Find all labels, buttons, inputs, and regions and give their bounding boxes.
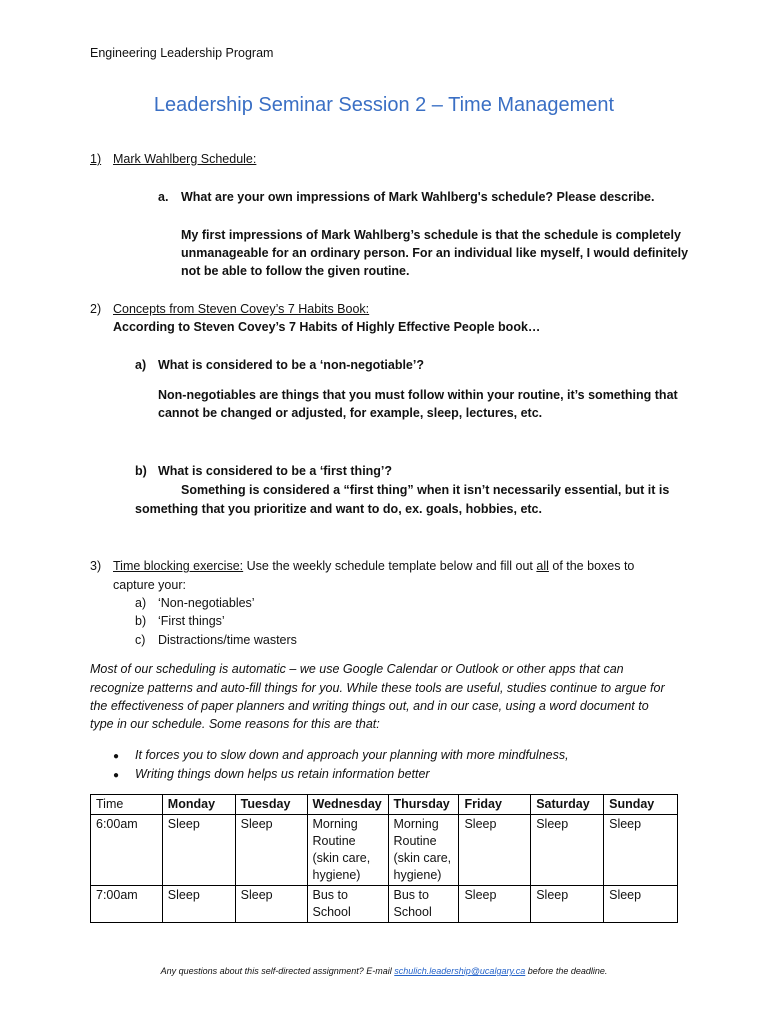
table-cell: Sleep xyxy=(162,886,235,923)
question-label: b) xyxy=(135,464,147,478)
bullet-item xyxy=(113,748,569,762)
section-title: Mark Wahlberg Schedule: xyxy=(113,152,257,166)
table-cell: Sleep xyxy=(235,815,307,886)
table-cell: 7:00am xyxy=(91,886,163,923)
question-text: What is considered to be a ‘non-negotiable’? xyxy=(158,358,424,372)
table-cell: Sleep xyxy=(459,886,531,923)
bullet-text: Writing things down helps us retain information better xyxy=(135,767,430,781)
answer-2b-line-2: something that you prioritize and want to do, ex. goals, hobbies, etc. xyxy=(135,502,542,516)
table-header-row xyxy=(91,795,678,815)
column-header-wednesday: Wednesday xyxy=(307,795,388,815)
answer-2a-line-1: Non-negotiables are things that you must follow within your routine, it’s something that xyxy=(158,388,678,402)
section-1-heading xyxy=(90,152,256,166)
footer-text: Any questions about this self-directed assignment? E-mail xyxy=(160,966,395,976)
section-2-intro: According to Steven Covey’s 7 Habits of Highly Effective People book… xyxy=(113,320,541,334)
table-cell: Bus to School xyxy=(307,886,388,923)
list-label: b) xyxy=(135,614,147,628)
answer-1a-line-3: not be able to follow the given routine. xyxy=(181,264,410,278)
list-text: Distractions/time wasters xyxy=(158,633,297,647)
paragraph-line: recognize patterns and auto-fill things for you. While these tools are useful, studies continue to argue for xyxy=(90,681,665,695)
table-row xyxy=(91,815,678,886)
question-2a xyxy=(135,358,424,372)
question-label: a) xyxy=(135,358,147,372)
emphasis-all: all xyxy=(536,559,549,573)
table-cell: Sleep xyxy=(162,815,235,886)
column-header-time: Time xyxy=(91,795,163,815)
bullet-item xyxy=(113,767,430,781)
paragraph-line: Most of our scheduling is automatic – we use Google Calendar or Outlook or other apps that can xyxy=(90,662,624,676)
table-cell: Sleep xyxy=(459,815,531,886)
section-number: 1) xyxy=(90,152,102,166)
column-header-friday: Friday xyxy=(459,795,531,815)
table-cell: Morning Routine (skin care, hygiene) xyxy=(388,815,459,886)
list-text: ‘Non-negotiables’ xyxy=(158,596,255,610)
section-title: Concepts from Steven Covey’s 7 Habits Book: xyxy=(113,302,370,316)
paragraph-line: type in our schedule. Some reasons for this are that: xyxy=(90,717,380,731)
table-cell: Morning Routine (skin care, hygiene) xyxy=(307,815,388,886)
question-label: a. xyxy=(158,190,169,204)
bullet-icon: ● xyxy=(113,770,120,781)
list-text: ‘First things’ xyxy=(158,614,225,628)
table-cell: Sleep xyxy=(235,886,307,923)
question-text: What are your own impressions of Mark Wahlberg's schedule? Please describe. xyxy=(181,190,655,204)
email-link[interactable]: schulich.leadership@ucalgary.ca xyxy=(394,966,526,976)
list-item xyxy=(135,614,225,628)
table-cell: Sleep xyxy=(604,886,678,923)
section-text: of the boxes to xyxy=(548,559,635,573)
list-item xyxy=(135,633,297,647)
table-cell: Bus to School xyxy=(388,886,459,923)
column-header-saturday: Saturday xyxy=(531,795,604,815)
question-1a xyxy=(158,190,654,204)
page-title: Leadership Seminar Session 2 – Time Management xyxy=(153,94,615,116)
question-text: What is considered to be a ‘first thing’? xyxy=(158,464,393,478)
page-footer xyxy=(0,966,768,976)
question-2b xyxy=(135,464,392,478)
footer-text: before the deadline. xyxy=(525,966,608,976)
bullet-text: It forces you to slow down and approach your planning with more mindfulness, xyxy=(135,748,569,762)
section-3-text: capture your: xyxy=(113,578,186,592)
section-2-heading xyxy=(90,302,369,316)
table-cell: 6:00am xyxy=(91,815,163,886)
table-cell: Sleep xyxy=(604,815,678,886)
table-row xyxy=(91,886,678,923)
table-cell: Sleep xyxy=(531,815,604,886)
list-label: c) xyxy=(135,633,146,647)
section-title: Time blocking exercise: xyxy=(113,559,244,573)
section-text: Use the weekly schedule template below and fill out xyxy=(243,559,537,573)
list-label: a) xyxy=(135,596,147,610)
column-header-monday: Monday xyxy=(162,795,235,815)
answer-2a-line-2: cannot be changed or adjusted, for example, sleep, lectures, etc. xyxy=(158,406,543,420)
answer-1a-line-1: My first impressions of Mark Wahlberg’s schedule is that the schedule is completely xyxy=(181,228,681,242)
bullet-icon: ● xyxy=(113,751,120,762)
weekly-schedule-table xyxy=(90,794,678,923)
table-cell: Sleep xyxy=(531,886,604,923)
answer-2b-line-1: Something is considered a “first thing” when it isn’t necessarily essential, but it is xyxy=(181,483,670,497)
section-number: 3) xyxy=(90,559,102,573)
section-3-heading xyxy=(90,559,634,573)
answer-1a-line-2: unmanageable for an ordinary person. For an individual like myself, I would definitely xyxy=(181,246,689,260)
column-header-sunday: Sunday xyxy=(604,795,678,815)
section-number: 2) xyxy=(90,302,102,316)
column-header-tuesday: Tuesday xyxy=(235,795,307,815)
column-header-thursday: Thursday xyxy=(388,795,459,815)
paragraph-line: the effectiveness of paper planners and writing things out, and in our case, using a word document to xyxy=(90,699,649,713)
list-item xyxy=(135,596,255,610)
document-header: Engineering Leadership Program xyxy=(90,46,274,60)
